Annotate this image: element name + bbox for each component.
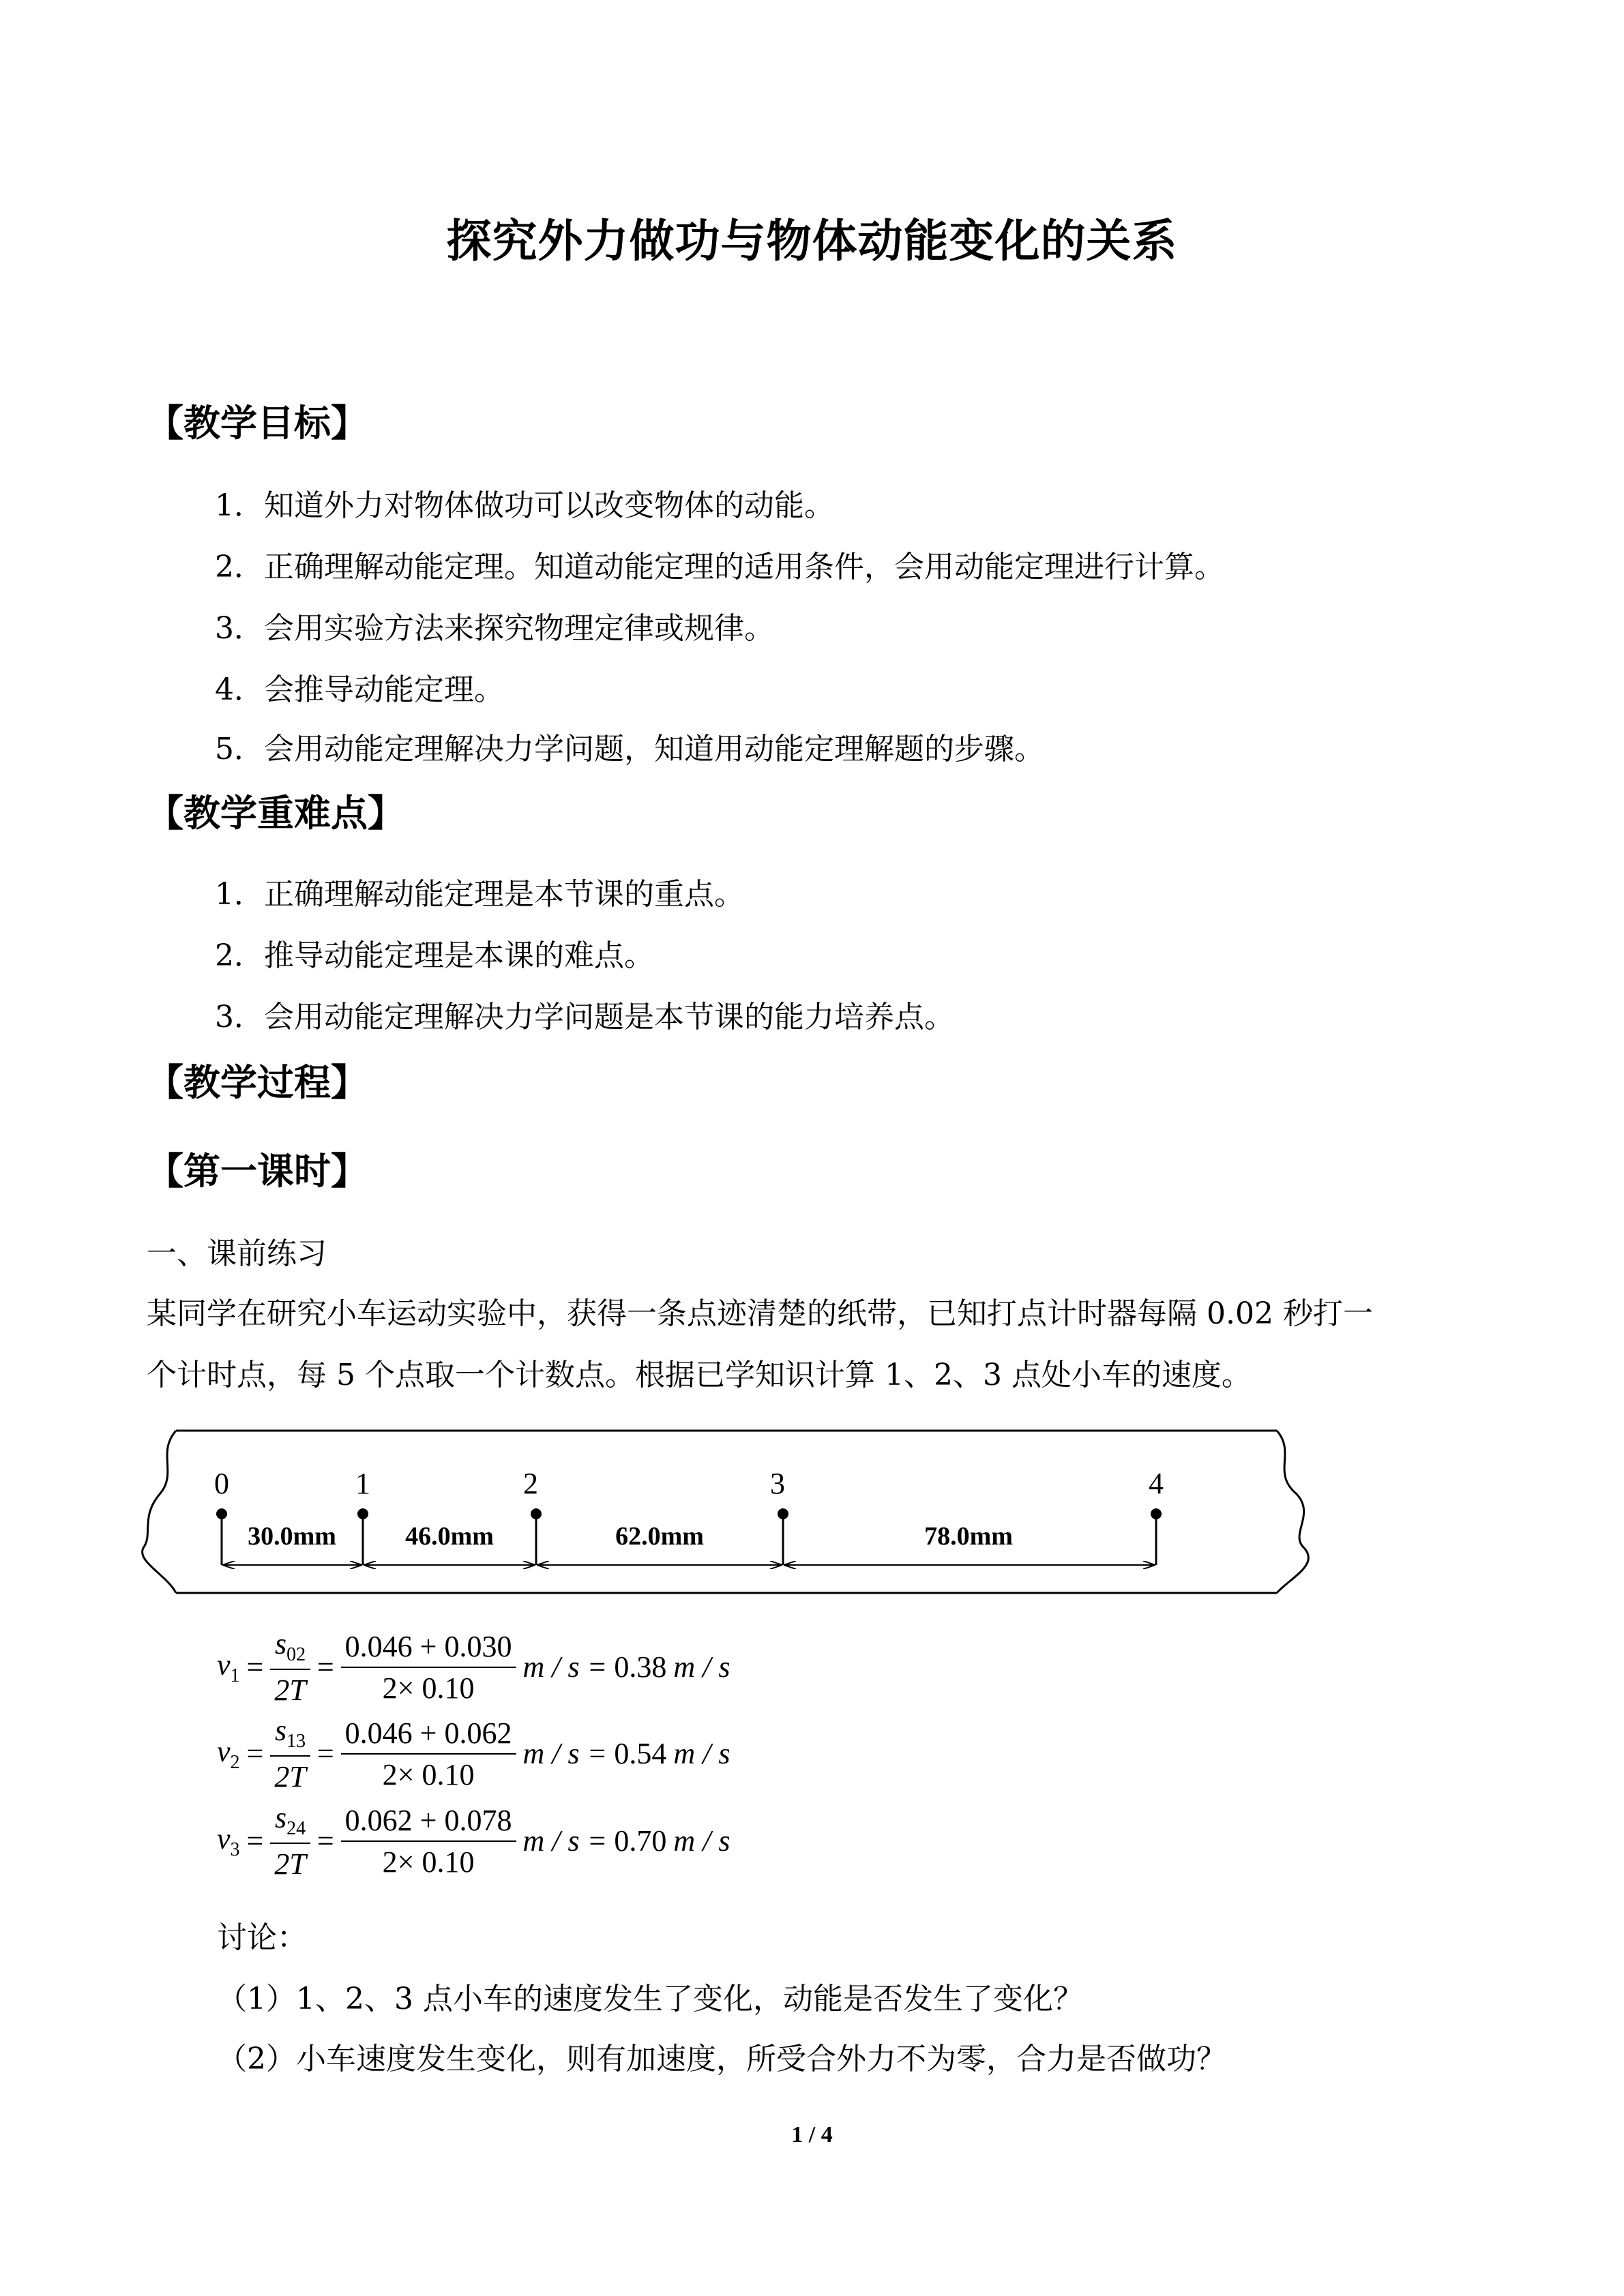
velocity-equation-1: $v_1$ = $\frac{s_{02}}{2T}$ = $\frac{0.046 + 0.030}{2\times 0.10}$ m / s = 0.38 m / s — [217, 1627, 730, 1707]
discussion-question-1: （1）1、2、3 点小车的速度发生了变化，动能是否发生了变化？ — [217, 1982, 1083, 2016]
exercise-text-line2: 个计时点，每 5 个点取一个计数点。根据已学知识计算 1、2、3 点处小车的速度。 — [147, 1358, 1252, 1392]
section-heading-lesson1: 【第一课时】 — [147, 1150, 368, 1193]
discussion-question-2: （2）小车速度发生变化，则有加速度，所受合外力不为零，合力是否做功？ — [217, 2042, 1226, 2076]
page-title: 探究外力做功与物体动能变化的关系 — [446, 215, 1178, 267]
tape-point-3 — [770, 1467, 788, 1565]
page-number: 1 / 4 — [791, 2122, 833, 2147]
tape-point-0 — [214, 1467, 229, 1565]
discussion-label: 讨论： — [217, 1920, 307, 1955]
tape-left-torn-edge — [143, 1431, 176, 1593]
goal-item: 1．知道外力对物体做功可以改变物体的动能。 — [215, 488, 834, 523]
tape-point-1 — [355, 1467, 370, 1565]
section-heading-process: 【教学过程】 — [147, 1061, 368, 1104]
exercise-subheading: 一、课前练习 — [147, 1236, 327, 1271]
exercise-text-line1: 某同学在研究小车运动实验中，获得一条点迹清楚的纸带，已知打点计时器每隔 0.02 秒打一 — [147, 1296, 1373, 1331]
segment-label: 30.0mm — [248, 1522, 336, 1551]
tape-right-torn-edge — [1277, 1431, 1308, 1593]
tape-point-4 — [1149, 1467, 1164, 1565]
ticker-tape-diagram — [136, 1425, 1323, 1602]
point-label: 1 — [355, 1467, 370, 1500]
section-heading-goals: 【教学目标】 — [147, 402, 368, 445]
velocity-equation-2: $v_2$ = $\frac{s_{13}}{2T}$ = $\frac{0.046 + 0.062}{2\times 0.10}$ m / s = 0.54 m / s — [217, 1714, 730, 1793]
point-label: 3 — [770, 1467, 785, 1500]
point-label: 4 — [1149, 1467, 1164, 1500]
section-heading-keypoints: 【教学重难点】 — [147, 792, 404, 835]
segment-label: 46.0mm — [405, 1522, 494, 1551]
point-label: 2 — [523, 1467, 538, 1500]
velocity-equation-3: $v_3$ = $\frac{s_{24}}{2T}$ = $\frac{0.062 + 0.078}{2\times 0.10}$ m / s = 0.70 m / s — [217, 1801, 730, 1881]
segment-label: 62.0mm — [615, 1522, 704, 1551]
tape-point-2 — [523, 1467, 542, 1565]
goal-item: 3．会用实验方法来探究物理定律或规律。 — [215, 611, 774, 646]
keypoint-item: 2．推导动能定理是本课的难点。 — [215, 938, 654, 973]
goal-item: 5．会用动能定理解决力学问题，知道用动能定理解题的步骤。 — [215, 732, 1044, 766]
keypoint-item: 3．会用动能定理解决力学问题是本节课的能力培养点。 — [215, 1000, 954, 1034]
goal-item: 2．正确理解动能定理。知道动能定理的适用条件，会用动能定理进行计算。 — [215, 550, 1224, 584]
segment-label: 78.0mm — [924, 1522, 1013, 1551]
point-label: 0 — [214, 1467, 229, 1500]
keypoint-item: 1．正确理解动能定理是本节课的重点。 — [215, 877, 744, 912]
goal-item: 4．会推导动能定理。 — [215, 672, 504, 707]
